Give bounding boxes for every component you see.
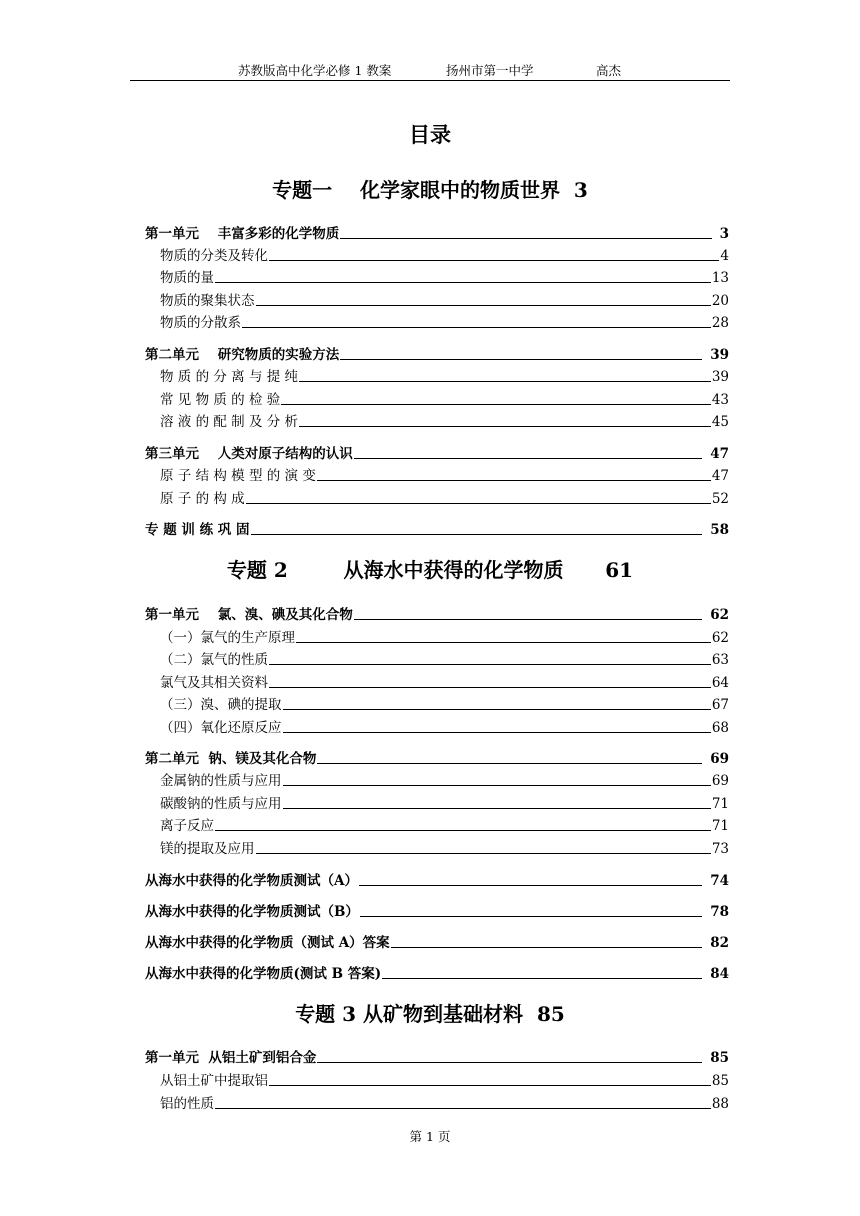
toc-page-number: 47 bbox=[710, 446, 729, 462]
header-author: 高杰 bbox=[596, 63, 622, 78]
toc-unit-entry[interactable] bbox=[145, 518, 729, 538]
header-school: 扬州市第一中学 bbox=[446, 63, 534, 78]
toc-page-number: 85 bbox=[711, 1073, 729, 1089]
toc-lesson-entry[interactable] bbox=[145, 487, 729, 507]
toc-leader bbox=[269, 1085, 711, 1086]
toc-leader bbox=[317, 763, 702, 764]
toc-page-number: 58 bbox=[710, 522, 729, 538]
toc-lesson-entry[interactable] bbox=[145, 266, 729, 286]
toc-lesson-entry[interactable] bbox=[145, 769, 729, 789]
toc-page-number: 73 bbox=[711, 841, 729, 857]
toc-unit-entry[interactable] bbox=[145, 343, 729, 363]
toc-lesson-entry[interactable] bbox=[145, 289, 729, 309]
toc-unit-entry[interactable] bbox=[145, 747, 729, 767]
toc-leader bbox=[317, 1062, 702, 1063]
toc-leader bbox=[269, 687, 711, 688]
toc-lesson-entry[interactable] bbox=[145, 244, 729, 264]
toc-page-number: 63 bbox=[711, 652, 729, 668]
toc-page-number: 85 bbox=[710, 1050, 729, 1066]
toc-leader bbox=[360, 916, 702, 917]
toc-page-number: 69 bbox=[710, 751, 729, 767]
toc-lesson-entry[interactable] bbox=[145, 716, 729, 736]
toc-leader bbox=[283, 785, 711, 786]
page-header bbox=[130, 62, 730, 80]
toc-label: 从海水中获得的化学物质测试（A） bbox=[145, 873, 358, 889]
toc-leader bbox=[281, 404, 711, 405]
toc-leader bbox=[299, 426, 711, 427]
toc-unit-entry[interactable] bbox=[145, 1046, 729, 1066]
toc-unit-entry[interactable] bbox=[145, 603, 729, 623]
toc-leader bbox=[382, 978, 702, 979]
toc-leader bbox=[354, 458, 702, 459]
toc-page-number: 88 bbox=[711, 1096, 729, 1112]
toc-leader bbox=[215, 282, 711, 283]
toc-label: 物质的量 bbox=[160, 270, 214, 286]
toc-page-number: 62 bbox=[711, 630, 729, 646]
toc-page-number: 45 bbox=[711, 414, 729, 430]
toc-leader bbox=[359, 885, 702, 886]
toc-label: 原 子 结 构 模 型 的 演 变 bbox=[160, 468, 316, 484]
toc-test-entry[interactable] bbox=[145, 931, 729, 951]
toc-lesson-entry[interactable] bbox=[145, 671, 729, 691]
toc-leader bbox=[242, 327, 711, 328]
page-number-footer: 第 1 页 bbox=[409, 1129, 451, 1144]
toc-label: 离子反应 bbox=[160, 818, 214, 834]
toc-leader bbox=[340, 359, 702, 360]
toc-page-number: 4 bbox=[720, 248, 729, 264]
toc-page-number: 62 bbox=[710, 607, 729, 623]
toc-label: 第一单元 丰富多彩的化学物质 bbox=[145, 226, 340, 242]
toc-lesson-entry[interactable] bbox=[145, 464, 729, 484]
toc-leader bbox=[317, 480, 711, 481]
toc-label: 第二单元 钠、镁及其化合物 bbox=[145, 751, 317, 767]
toc-leader bbox=[256, 305, 711, 306]
toc-label: 从海水中获得的化学物质（测试 A）答案 bbox=[145, 935, 390, 951]
toc-label: 镁的提取及应用 bbox=[160, 841, 255, 857]
toc-page-number: 69 bbox=[711, 773, 729, 789]
toc-page-number: 47 bbox=[711, 468, 729, 484]
toc-page-number: 67 bbox=[711, 697, 729, 713]
toc-leader bbox=[269, 260, 719, 261]
toc-lesson-entry[interactable] bbox=[145, 792, 729, 812]
toc-page-number: 71 bbox=[711, 796, 729, 812]
toc-label: 氯气及其相关资料 bbox=[160, 675, 268, 691]
toc-leader bbox=[256, 853, 711, 854]
toc-lesson-entry[interactable] bbox=[145, 1069, 729, 1089]
toc-lesson-entry[interactable] bbox=[145, 1092, 729, 1112]
toc-lesson-entry[interactable] bbox=[145, 626, 729, 646]
toc-label: 物质的分散系 bbox=[160, 315, 241, 331]
toc-page-number: 28 bbox=[711, 315, 729, 331]
toc-label: 金属钠的性质与应用 bbox=[160, 773, 282, 789]
toc-label: 铝的性质 bbox=[160, 1096, 214, 1112]
toc-leader bbox=[354, 619, 702, 620]
toc-label: 第二单元 研究物质的实验方法 bbox=[145, 347, 340, 363]
toc-label: 从海水中获得的化学物质(测试 B 答案) bbox=[145, 966, 382, 982]
toc-leader bbox=[283, 808, 711, 809]
page-title: 目录 bbox=[409, 122, 451, 147]
toc-test-entry[interactable] bbox=[145, 900, 729, 920]
toc-unit-entry[interactable] bbox=[145, 222, 729, 242]
toc-label: 原 子 的 构 成 bbox=[160, 491, 245, 507]
toc-label: 第一单元 从铝土矿到铝合金 bbox=[145, 1050, 317, 1066]
toc-label: 物质的聚集状态 bbox=[160, 293, 255, 309]
toc-unit-entry[interactable] bbox=[145, 442, 729, 462]
toc-lesson-entry[interactable] bbox=[145, 837, 729, 857]
toc-page-number: 74 bbox=[710, 873, 729, 889]
topic-heading-1: 专题一 化学家眼中的物质世界 3 bbox=[272, 178, 588, 202]
toc-leader bbox=[283, 732, 711, 733]
toc-page-number: 71 bbox=[711, 818, 729, 834]
toc-label: （四）氧化还原反应 bbox=[160, 720, 282, 736]
toc-label: 碳酸钠的性质与应用 bbox=[160, 796, 282, 812]
toc-page-number: 52 bbox=[711, 491, 729, 507]
toc-leader bbox=[296, 642, 711, 643]
toc-lesson-entry[interactable] bbox=[145, 648, 729, 668]
toc-lesson-entry[interactable] bbox=[145, 410, 729, 430]
toc-label: 常 见 物 质 的 检 验 bbox=[160, 392, 281, 408]
toc-page-number: 68 bbox=[711, 720, 729, 736]
toc-label: 从铝土矿中提取铝 bbox=[160, 1073, 268, 1089]
toc-leader bbox=[246, 503, 711, 504]
toc-lesson-entry[interactable] bbox=[145, 365, 729, 385]
toc-label: （二）氯气的性质 bbox=[160, 652, 268, 668]
toc-lesson-entry[interactable] bbox=[145, 693, 729, 713]
toc-page-number: 3 bbox=[719, 226, 729, 242]
topic-heading-3: 专题 3 从矿物到基础材料 85 bbox=[295, 1002, 565, 1026]
toc-label: 第三单元 人类对原子结构的认识 bbox=[145, 446, 353, 462]
toc-label: 从海水中获得的化学物质测试（B） bbox=[145, 904, 359, 920]
toc-label: （三）溴、碘的提取 bbox=[160, 697, 282, 713]
toc-page-number: 84 bbox=[710, 966, 729, 982]
toc-page-number: 64 bbox=[711, 675, 729, 691]
toc-page-number: 13 bbox=[711, 270, 729, 286]
toc-leader bbox=[251, 534, 703, 535]
toc-page-number: 78 bbox=[710, 904, 729, 920]
toc-page-number: 43 bbox=[711, 392, 729, 408]
toc-leader bbox=[391, 947, 703, 948]
toc-test-entry[interactable] bbox=[145, 869, 729, 889]
toc-leader bbox=[215, 830, 711, 831]
toc-page-number: 82 bbox=[710, 935, 729, 951]
header-book-title: 苏教版高中化学必修 1 教案 bbox=[238, 63, 392, 78]
toc-label: （一）氯气的生产原理 bbox=[160, 630, 295, 646]
toc-leader bbox=[283, 709, 711, 710]
toc-leader bbox=[340, 238, 711, 239]
toc-test-entry[interactable] bbox=[145, 962, 729, 982]
header-rule bbox=[130, 80, 730, 81]
toc-lesson-entry[interactable] bbox=[145, 388, 729, 408]
toc-lesson-entry[interactable] bbox=[145, 814, 729, 834]
toc-leader bbox=[215, 1108, 711, 1109]
toc-page-number: 20 bbox=[711, 293, 729, 309]
topic-heading-2: 专题 2 从海水中获得的化学物质 61 bbox=[226, 558, 634, 582]
toc-label: 溶 液 的 配 制 及 分 析 bbox=[160, 414, 299, 430]
toc-leader bbox=[269, 664, 711, 665]
toc-leader bbox=[299, 381, 711, 382]
toc-label: 物 质 的 分 离 与 提 纯 bbox=[160, 369, 299, 385]
toc-page-number: 39 bbox=[710, 347, 729, 363]
toc-page-number: 39 bbox=[711, 369, 729, 385]
toc-label: 物质的分类及转化 bbox=[160, 248, 268, 264]
toc-label: 专 题 训 练 巩 固 bbox=[145, 522, 250, 538]
toc-lesson-entry[interactable] bbox=[145, 311, 729, 331]
toc-label: 第一单元 氯、溴、碘及其化合物 bbox=[145, 607, 353, 623]
